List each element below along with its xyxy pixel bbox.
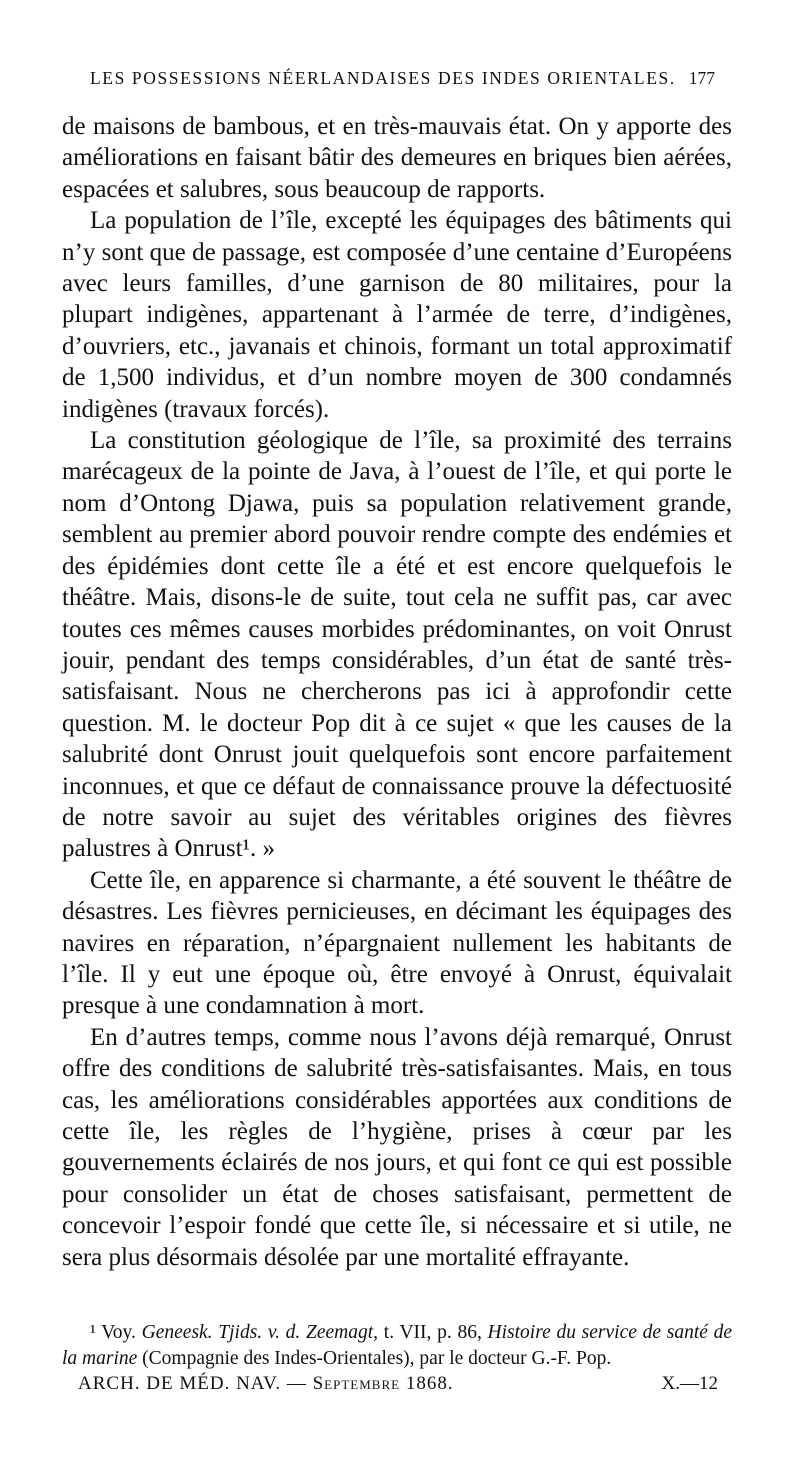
body-text: [62, 111, 732, 1273]
signature-mark: X.—12: [661, 1373, 718, 1394]
running-title: LES POSSESSIONS NÉERLANDAISES DES INDES ORIENTALES.: [90, 68, 676, 88]
journal-line: ARCH. DE MÉD. NAV. — Septembre 1868.: [78, 1373, 454, 1394]
footnote-volume: t. VII, p. 86,: [383, 1322, 482, 1343]
paragraph-1: de maisons de bambous, et en très-mauvais état. On y apporte des améliorations en faisant bâtir des demeures en briques bien aérées, espacées et salubres, sous beaucoup de rapports.: [62, 113, 732, 203]
footnote-title: Histoire du service de santé de la marine: [62, 1322, 733, 1369]
footnote-prefix: Voy.: [101, 1322, 136, 1343]
footnote-rest: (Compagnie des Indes-Orientales), par le docteur G.-F. Pop.: [142, 1348, 612, 1369]
paragraph-3: La constitution géologique de l’île, sa proximité des terrains marécageux de la pointe de Java, à l’ouest de l’île, et qui porte le nom d’Ontong Djawa, puis sa population relativement grande, semblent au premier abord pouvoir rendre compte des endémies et des épidémies dont cette île a été et est encore quelquefois le théâtre. Mais, disons-le de suite, tout cela ne suffit pas, car avec toutes ces mêmes causes morbides prédominantes, on voit Onrust jouir, pendant des temps considérables, d’un état de santé très-satisfaisant. Nous ne chercherons pas ici à approfondir cette question. M. le docteur Pop dit à ce sujet « que les causes de la salubrité dont Onrust jouit quelquefois sont encore parfaitement inconnues, et que ce défaut de connaissance prouve la défectuosité de notre savoir au sujet des véritables origines des fièvres palustres à Onrust¹. »: [62, 427, 732, 863]
footnote-mark: ¹: [90, 1322, 96, 1343]
page-footer: [78, 1373, 718, 1399]
paragraph-4: Cette île, en apparence si charmante, a été souvent le théâtre de désastres. Les fièvres pernicieuses, en décimant les équipages des navires en réparation, n’épargnaient nullement les habitants de l’île. Il y eut une époque où, être envoyé à Onrust, équivalait presque à une condamnation à mort.: [62, 866, 732, 1020]
paragraph-2: La population de l’île, excepté les équipages des bâtiments qui n’y sont que de passage, est composée d’une centaine d’Européens avec leurs familles, d’une garnison de 80 militaires, pour la plupart indigènes, appartenant à l’armée de terre, d’indigènes, d’ouvriers, etc., javanais et chinois, formant un total approximatif de 1,500 individus, et d’un nombre moyen de 300 condamnés indigènes (travaux forcés).: [62, 207, 732, 423]
footnote-source: Geneesk. Tjids. v. d. Zeemagt,: [141, 1322, 379, 1343]
paragraph-5: En d’autres temps, comme nous l’avons déjà remarqué, Onrust offre des conditions de salubrité très-satisfaisantes. Mais, en tous cas, les améliorations considérables apportées aux conditions de cette île, les règles de l’hygiène, prises à cœur par les gouvernements éclairés de nos jours, et qui font ce qui est possible pour consolider un état de choses satisfaisant, permettent de concevoir l’espoir fondé que cette île, si nécessaire et si utile, ne sera plus désormais désolée par une mortalité effrayante.: [62, 1023, 732, 1271]
footnote: [62, 1320, 732, 1372]
running-header: [90, 68, 715, 94]
page-number: 177: [688, 68, 715, 88]
